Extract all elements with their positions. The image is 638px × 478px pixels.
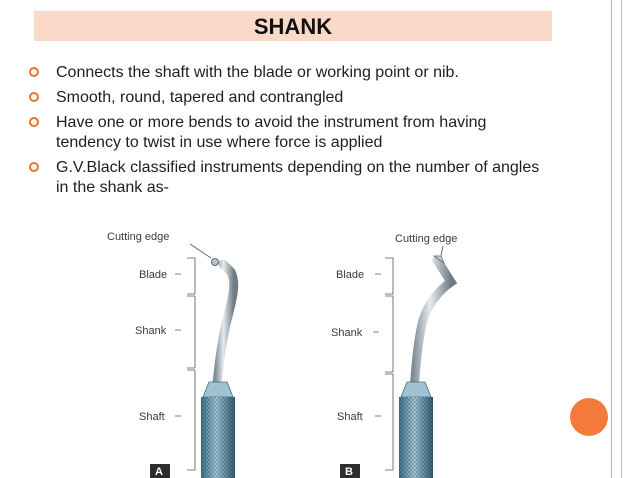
bullet-text: Smooth, round, tapered and contrangled [56,89,344,106]
ring-bullet-icon [29,162,39,172]
label-shank: Shank [135,325,167,337]
title-bar [34,11,552,41]
bullet-text: Have one or more bends to avoid the instrument from having tendency to twist in use where force is applied [56,114,487,151]
side-line [611,0,612,478]
slide-title: SHANK [253,14,333,39]
instrument-a-nib [212,259,219,266]
accent-dot [570,398,608,436]
label-cutting-edge: Cutting edge [395,233,458,245]
leader-line [190,244,211,258]
panel-tag-b: B [345,466,353,478]
leader-line [441,246,443,256]
instrument-b-collar [401,382,431,397]
panel-tag-a: A [155,466,163,478]
bullet-list [26,63,546,203]
instrument-a-shank [215,264,234,402]
ring-bullet-icon [29,67,39,77]
label-shaft: Shaft [337,411,363,423]
instrument-a-collar [203,382,233,397]
bullet-text: G.V.Black classified instruments depending on the number of angles in the shank as- [56,159,540,196]
bullet-item [26,113,546,153]
instrument-b-shank [413,260,451,402]
panel-a [107,231,235,478]
instrument-a-knurl [201,397,235,478]
panel-b [331,233,457,478]
instrument-figure [95,222,495,478]
label-blade: Blade [336,269,365,281]
side-bar [611,0,638,478]
instrument-diagram [95,222,495,478]
bullet-item [26,88,546,108]
label-cutting-edge: Cutting edge [107,231,170,243]
bullet-item [26,63,546,83]
ring-bullet-icon [29,117,39,127]
label-shank: Shank [331,327,363,339]
bracket-lines [175,258,195,470]
label-blade: Blade [139,269,168,281]
label-shaft: Shaft [139,411,165,423]
bracket-lines [373,258,393,470]
instrument-b-knurl [399,397,433,478]
bullet-text: Connects the shaft with the blade or working point or nib. [56,64,459,81]
bullet-item [26,158,546,198]
side-line [621,0,622,478]
ring-bullet-icon [29,92,39,102]
